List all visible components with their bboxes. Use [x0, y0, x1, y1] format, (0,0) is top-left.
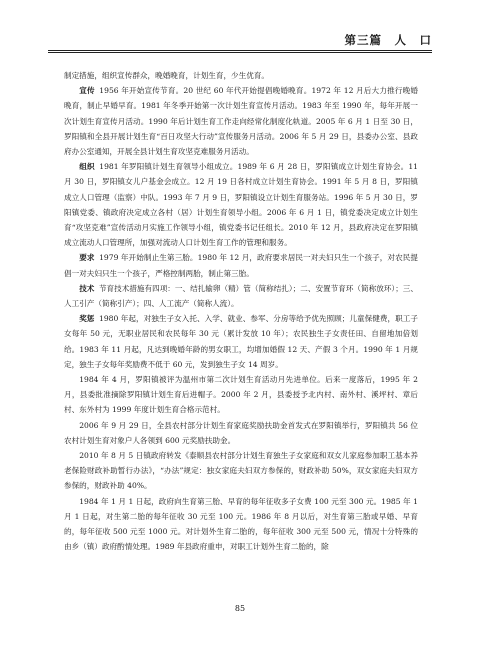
section-keyword: 奖惩	[79, 314, 95, 324]
paragraph	[64, 372, 418, 418]
paragraph-technique	[64, 281, 418, 311]
paragraph-publicity	[64, 83, 418, 159]
paragraph-text: 制定措施，组织宣传群众，晚婚晚育，计划生育，少生优育。	[64, 71, 270, 80]
paragraph-text: 1979 年开始制止生第三胎。1980 年 12 月，政府要求居民一对夫妇只生一个孩子，对农民提倡一对夫妇只生一个孩子，严格控制两胎，制止第三胎。	[64, 253, 419, 278]
paragraph-text: 节育技术措施有四项：一、结扎输卵（精）管（简称结扎）；二、安置节育环（简称放环）；三、人工引产（简称引产）；四、人工流产（简称人流）。	[64, 283, 418, 309]
paragraph-text: 1980 年起，对独生子女入托、入学、就业、参军、分房等给予优先照顾；儿童保健费，职工子女每年 50 元，无职业居民和农民每年 30 元（累计发放 10 年）；农民独生子女责任田、自留地加倍划给。1983 年 11 月起，凡达到晚婚年龄的男女职工，均增加婚假 12 天、产假 3 个月。1990 年 1 月规定，独生子女每年奖励费不低于 60 元，发到独生子女 14 周岁。	[64, 314, 418, 369]
paragraph	[64, 68, 418, 83]
paragraph-text: 1956 年开始宣传节育。20 世纪 60 年代开始提倡晚婚晚育。1972 年 12 月后大力推行晚婚晚育，制止早婚早育。1981 年冬季开始第一次计划生育宣传月活动。1983 年至 1990 年，每年开展一次计划生育宣传月活动。1990 年后计划生育工作走向经常化制度化轨道。2005 年 6 月 1 日至 30 日，罗阳镇和全县开展计划生育“百日攻坚大行动”宣传服务月活动。2006 年 5 月 29 日，县委办公室、县政府办公室通知，开展全县计划生育攻坚克难服务月活动。	[64, 86, 418, 157]
page-number: 85	[234, 604, 246, 613]
chapter-title: 第三篇 人 口	[344, 33, 432, 47]
section-keyword: 要求	[79, 253, 95, 263]
paragraph-rewards	[64, 311, 418, 372]
paragraph	[64, 418, 418, 448]
paragraph-organization	[64, 159, 418, 250]
section-keyword: 技术	[79, 283, 95, 293]
paragraph-text: 1984 年 1 月 1 日起，政府向生育第三胎、早育的每年征收多子女费 100 元至 300 元。1985 年 1 月 1 日起，对生第二胎的每年征收 30 元至 100 元。1986 年 8 月以后，对生育第三胎或早婚、早育的，每年征收 500 元至 1000 元。对计划外生育二胎的，每年征收 300 元至 500 元，情况十分特殊的由乡（镇）政府酌情处理。1989 年县政府重申，对职工计划外生育二胎的，除	[64, 496, 418, 552]
paragraph	[64, 448, 418, 494]
running-header	[48, 30, 432, 52]
paragraph-requirements	[64, 250, 418, 280]
header-rule	[48, 50, 432, 53]
paragraph-text: 1981 年罗阳镇计划生育领导小组成立。1989 年 6 月 28 日，罗阳镇成立计划生育协会。11 月 30 日，罗阳镇女儿户基金会成立。12 月 19 日各村成立计划生育协会。1991 年 5 月 8 日，罗阳镇成立人口管理（监察）中队。1993 年 7 月 9 日，罗阳镇设立计划生育服务站。1996 年 5 月 30 日，罗阳镇党委、镇政府决定成立各村（居）计划生育领导小组。2006 年 6 月 1 日，镇党委决定成立计划生育“攻坚克难”宣传活动月实施工作领导小组，镇党委书记任组长。2010 年 12 月，县政府决定在罗阳镇成立流动人口管理所，加强对流动人口计划生育工作的管理和服务。	[64, 162, 418, 248]
paragraph-text: 2010 年 8 月 5 日镇政府转发《泰顺县农村部分计划生育独生子女家庭和双女儿家庭参加职工基本养老保险财政补助暂行办法》，“办法”规定：独女家庭夫妇双方参保的，财政补助 50%，双女家庭夫妇双方参保的，财政补助 40%。	[64, 451, 418, 491]
section-keyword: 组织	[79, 162, 95, 172]
section-keyword: 宣传	[79, 86, 95, 96]
paragraph-text: 1984 年 4 月，罗阳镇被评为温州市第二次计划生育活动月先进单位。后来一度落后，1995 年 2 月，县委批准摘除罗阳镇计划生育后进帽子。2000 年 2 月，县委授予北内村、南外村、溪坪村、章后村、东外村为 1999 年度计划生育合格示范村。	[64, 375, 418, 415]
paragraph-text: 2006 年 9 月 29 日，全县农村部分计划生育家庭奖励扶助金首发式在罗阳镇举行，罗阳镇共 56 位农村计划生育对象户人各领到 600 元奖励扶助金。	[64, 420, 418, 445]
paragraph	[64, 494, 418, 555]
body-text	[64, 68, 418, 555]
